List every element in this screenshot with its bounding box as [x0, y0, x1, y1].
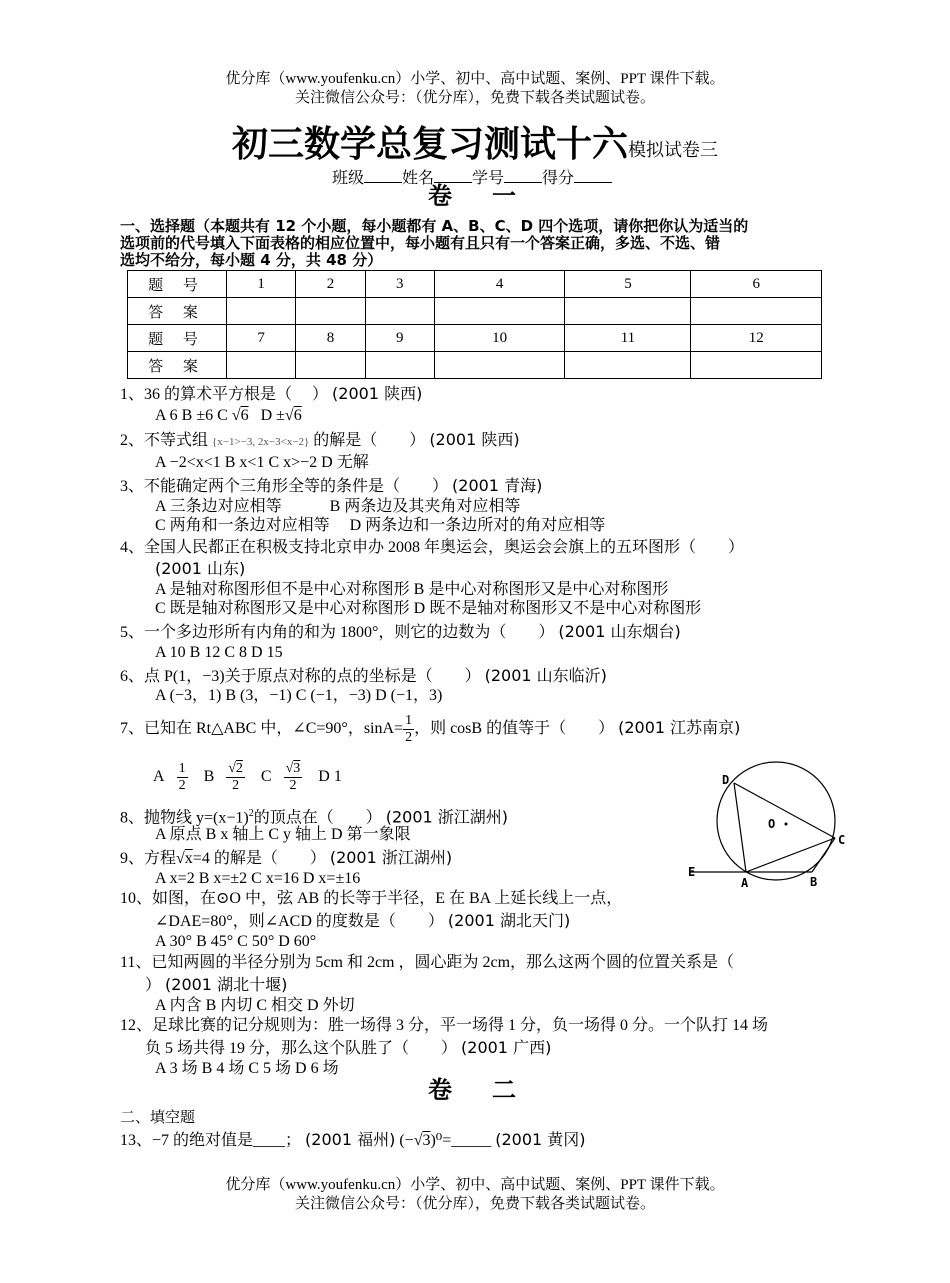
label-e: E	[688, 865, 696, 879]
center-dot	[785, 823, 788, 826]
score-label: 得分	[542, 170, 575, 187]
table-cell: 10	[434, 325, 564, 352]
question-4: 4、全国人民都正在积极支持北京申办 2008 年奥运会，奥运会会旗上的五环图形（ ）	[120, 539, 745, 556]
section-1-line-2: 选项前的代号填入下面表格的相应位置中，每小题有且只有一个答案正确，多选、不选、错	[120, 234, 721, 252]
table-cell: 5	[565, 271, 691, 298]
question-13: 13、−7 的绝对值是____； (2001 福州) (−√3)⁰=_____ (2001 黄冈)	[120, 1130, 586, 1149]
question-source: (2001 湖北十堰)	[165, 975, 288, 994]
table-row	[128, 298, 822, 325]
question-8-options: A 原点 B x 轴上 C y 轴上 D 第一象限	[155, 826, 411, 843]
question-1: 1、36 的算术平方根是（ ） (2001 陕西)	[120, 384, 423, 403]
question-3-options-2: C 两角和一条边对应相等 D 两条边和一条边所对的角对应相等	[155, 517, 606, 534]
question-8: 8、抛物线 $y=(x-1)^2$的顶点在（ ） (2001 浙江湖州)	[120, 807, 509, 827]
question-source: (2001 山东临沂)	[484, 666, 607, 685]
table-cell: 7	[227, 325, 296, 352]
label-c: C	[838, 833, 846, 847]
answer-cell[interactable]	[296, 298, 365, 325]
question-12-line-1: 12、足球比赛的记分规则为：胜一场得 3 分，平一场得 1 分，负一场得 0 分。一个队打 14 场	[120, 1017, 769, 1034]
circle-geometry-figure	[680, 760, 850, 895]
table-cell: 6	[691, 271, 822, 298]
name-label: 姓名	[402, 170, 435, 187]
chord-ad	[734, 783, 746, 872]
answer-label: 答 案	[128, 298, 227, 325]
table-row	[128, 325, 822, 352]
number-label: 学号	[472, 170, 505, 187]
header-line-2: 关注微信公众号：（优分库），免费下载各类试题试卷。	[294, 90, 655, 106]
answer-cell[interactable]	[691, 298, 822, 325]
chord-bc	[812, 838, 835, 872]
question-source: (2001 浙江湖州)	[385, 807, 509, 827]
table-cell: 3	[365, 271, 434, 298]
table-cell: 11	[565, 325, 691, 352]
answer-cell[interactable]	[565, 298, 691, 325]
question-11-line-2: ） (2001 湖北十堰)	[145, 975, 288, 994]
question-12-line-2: 负 5 场共得 19 分，那么这个队胜了（ ） (2001 广西)	[145, 1038, 552, 1057]
question-10-line-2: ∠DAE=80°，则∠ACD 的度数是（ ） (2001 湖北天门)	[155, 911, 571, 930]
question-7: 7、已知在 Rt△ABC 中，∠C=90°，sinA= $\frac{1}{2}$ ，则 cosB 的值等于（ ） (2001 江苏南京)	[120, 712, 741, 745]
question-source: (2001 浙江湖州)	[329, 848, 453, 867]
answer-cell[interactable]	[296, 352, 365, 379]
question-9: 9、方程√x=4 的解是（ ） (2001 浙江湖州)	[120, 848, 453, 867]
answer-cell[interactable]	[365, 298, 434, 325]
header-line-1: 优分库（www.youfenku.cn）小学、初中、高中试题、案例、PPT 课件下载。	[225, 71, 725, 87]
question-11-options: A 内含 B 内切 C 相交 D 外切	[155, 997, 355, 1014]
question-number-label: 题 号	[128, 271, 227, 298]
question-5: 5、一个多边形所有内角的和为 1800°，则它的边数为（ ） (2001 山东烟台)	[120, 622, 681, 641]
footer-line-2: 关注微信公众号：（优分库），免费下载各类试题试卷。	[294, 1196, 655, 1212]
page-subtitle: 模拟试卷三	[628, 140, 718, 161]
circle-o	[717, 762, 835, 880]
label-b: B	[810, 875, 818, 889]
question-6-options: A (−3，1) B (3，−1) C (−1，−3) D (−1，3)	[155, 687, 443, 704]
question-10-line-1: 10、如图，在⊙O 中，弦 AB 的长等于半径，E 在 BA 上延长线上一点，	[120, 890, 623, 907]
table-cell: 1	[227, 271, 296, 298]
class-field[interactable]	[364, 168, 402, 183]
question-source: (2001 湖北天门)	[447, 911, 571, 930]
chord-ac	[746, 838, 835, 872]
answer-cell[interactable]	[565, 352, 691, 379]
answer-label: 答 案	[128, 352, 227, 379]
table-cell: 8	[296, 325, 365, 352]
answer-cell[interactable]	[434, 352, 564, 379]
question-4-options-1: A 是轴对称图形但不是中心对称图形 B 是中心对称图形又是中心对称图形	[155, 581, 669, 598]
table-row	[128, 352, 822, 379]
answer-table	[127, 270, 822, 379]
chord-dc	[734, 783, 835, 838]
footer-line-1: 优分库（www.youfenku.cn）小学、初中、高中试题、案例、PPT 课件下载。	[225, 1177, 725, 1193]
question-3-options-1: A 三条边对应相等 B 两条边及其夹角对应相等	[155, 498, 521, 515]
question-source: (2001 青海)	[452, 476, 543, 495]
class-label: 班级	[332, 170, 365, 187]
volume-1-heading: 卷一	[428, 182, 556, 210]
question-12-options: A 3 场 B 4 场 C 5 场 D 6 场	[155, 1060, 339, 1077]
question-source: (2001 广西)	[461, 1038, 552, 1057]
fraction: $\frac{1}{2}$	[405, 712, 413, 745]
question-3: 3、不能确定两个三角形全等的条件是（ ） (2001 青海)	[120, 476, 543, 495]
question-source: (2001 江苏南京)	[618, 718, 741, 737]
answer-cell[interactable]	[227, 298, 296, 325]
question-10-options: A 30° B 45° C 50° D 60°	[155, 933, 317, 950]
question-9-options: A x=2 B x=±2 C x=16 D x=±16	[155, 870, 361, 887]
answer-cell[interactable]	[365, 352, 434, 379]
question-source: (2001 山东烟台)	[558, 622, 681, 641]
section-1-line-3: 选均不给分，每小题 4 分，共 48 分）	[120, 251, 383, 269]
page-title: 初三数学总复习测试十六模拟试卷三	[231, 124, 718, 165]
question-number-label: 题 号	[128, 325, 227, 352]
answer-cell[interactable]	[434, 298, 564, 325]
answer-cell[interactable]	[227, 352, 296, 379]
question-2-options: A −2<x<1 B x<1 C x>−2 D 无解	[155, 454, 369, 471]
section-2-heading: 二、填空题	[120, 1108, 196, 1126]
label-o: O	[768, 817, 776, 831]
question-6: 6、点 P(1，−3)关于原点对称的点的坐标是（ ） (2001 山东临沂)	[120, 666, 607, 685]
question-source: (2001 福州)	[305, 1130, 396, 1149]
table-cell: 4	[434, 271, 564, 298]
question-source: (2001 山东)	[155, 559, 246, 578]
number-field[interactable]	[504, 168, 542, 183]
name-field[interactable]	[434, 168, 472, 183]
table-cell: 9	[365, 325, 434, 352]
question-4-options-2: C 既是轴对称图形又是中心对称图形 D 既不是轴对称图形又不是中心对称图形	[155, 600, 702, 617]
label-a: A	[741, 876, 749, 890]
table-cell: 12	[691, 325, 822, 352]
inequality-system: {x−1>−3, 2x−3<x−2}	[212, 436, 310, 448]
answer-cell[interactable]	[691, 352, 822, 379]
table-row	[128, 271, 822, 298]
score-field[interactable]	[574, 168, 612, 183]
table-cell: 2	[296, 271, 365, 298]
question-source: (2001 陕西)	[332, 384, 423, 403]
section-1-line-1: 一、选择题（本题共有 12 个小题，每小题都有 A、B、C、D 四个选项，请你把你认为适当的	[120, 217, 749, 235]
question-5-options: A 10 B 12 C 8 D 15	[155, 644, 283, 661]
question-11-line-1: 11、已知两圆的半径分别为 5cm 和 2cm ，圆心距为 2cm，那么这两个圆的位置关系是（	[120, 954, 735, 971]
question-source: (2001 黄冈)	[495, 1130, 586, 1149]
question-2: 2、不等式组 {x−1>−3, 2x−3<x−2} 的解是（ ） (2001 陕西)	[120, 430, 520, 449]
question-1-options: A 6 B ±6 C √6 D ±√6	[155, 407, 302, 424]
question-7-options: A $\frac{1}{2}$ B $\frac{√2}{2}$ C $\frac{√3}{2}$ D 1	[153, 760, 342, 793]
question-source: (2001 陕西)	[429, 430, 520, 449]
volume-2-heading: 卷二	[428, 1076, 556, 1104]
label-d: D	[722, 773, 730, 787]
